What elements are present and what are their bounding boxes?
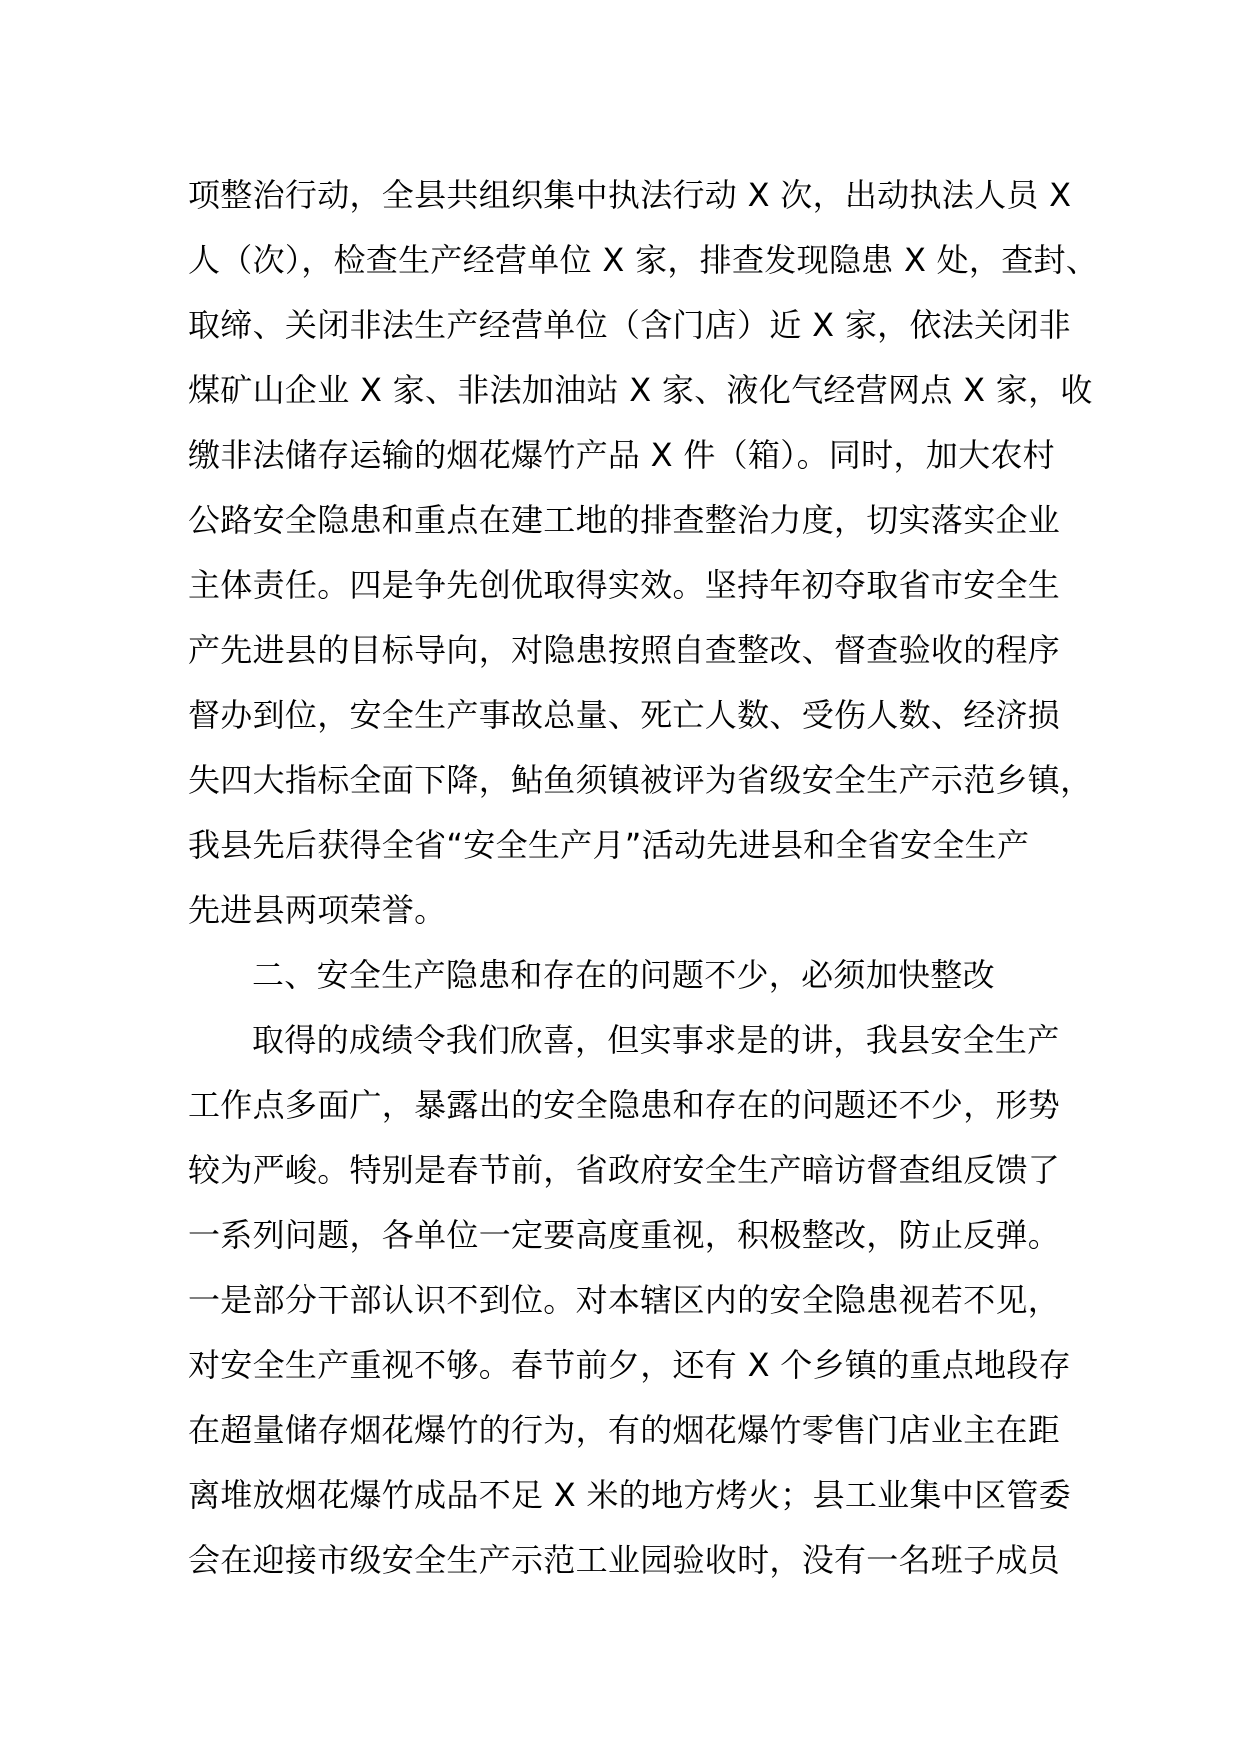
text-line: 督办到位，安全生产事故总量、死亡人数、受伤人数、经济损	[188, 696, 1061, 734]
document-body	[188, 163, 1099, 1593]
text-line: 工作点多面广，暴露出的安全隐患和存在的问题还不少，形势	[188, 1086, 1061, 1124]
text-line: 人（次），检查生产经营单位 X 家，排查发现隐患 X 处，查封、	[188, 241, 1099, 279]
paragraph-first-line: 取得的成绩令我们欣喜，但实事求是的讲，我县安全生产	[252, 1021, 1060, 1059]
text-line: 公路安全隐患和重点在建工地的排查整治力度，切实落实企业	[188, 501, 1061, 539]
text-line: 离堆放烟花爆竹成品不足 X 米的地方烤火；县工业集中区管委	[188, 1476, 1071, 1514]
text-line: 失四大指标全面下降，鲇鱼须镇被评为省级安全生产示范乡镇，	[188, 761, 1093, 799]
text-line: 一系列问题，各单位一定要高度重视，积极整改，防止反弹。	[188, 1216, 1061, 1254]
text-line: 取缔、关闭非法生产经营单位（含门店）近 X 家，依法关闭非	[188, 306, 1071, 344]
text-line: 一是部分干部认识不到位。对本辖区内的安全隐患视若不见，	[188, 1281, 1061, 1319]
section-heading: 二、安全生产隐患和存在的问题不少，必须加快整改	[252, 956, 995, 994]
text-line: 项整治行动，全县共组织集中执法行动 X 次，出动执法人员 X	[188, 176, 1072, 214]
text-line: 对安全生产重视不够。春节前夕，还有 X 个乡镇的重点地段存	[188, 1346, 1071, 1384]
text-line: 煤矿山企业 X 家、非法加油站 X 家、液化气经营网点 X 家，收	[188, 371, 1093, 409]
text-line: 缴非法储存运输的烟花爆竹产品 X 件（箱）。同时，加大农村	[188, 436, 1055, 474]
text-line: 先进县两项荣誉。	[188, 891, 447, 929]
text-line: 会在迎接市级安全生产示范工业园验收时，没有一名班子成员	[188, 1541, 1061, 1579]
text-line: 较为严峻。特别是春节前，省政府安全生产暗访督查组反馈了	[188, 1151, 1061, 1189]
text-line: 产先进县的目标导向，对隐患按照自查整改、督查验收的程序	[188, 631, 1061, 669]
text-line: 我县先后获得全省“安全生产月”活动先进县和全省安全生产	[188, 826, 1030, 864]
text-line: 主体责任。四是争先创优取得实效。坚持年初夺取省市安全生	[188, 566, 1061, 604]
text-line: 在超量储存烟花爆竹的行为，有的烟花爆竹零售门店业主在距	[188, 1411, 1061, 1449]
